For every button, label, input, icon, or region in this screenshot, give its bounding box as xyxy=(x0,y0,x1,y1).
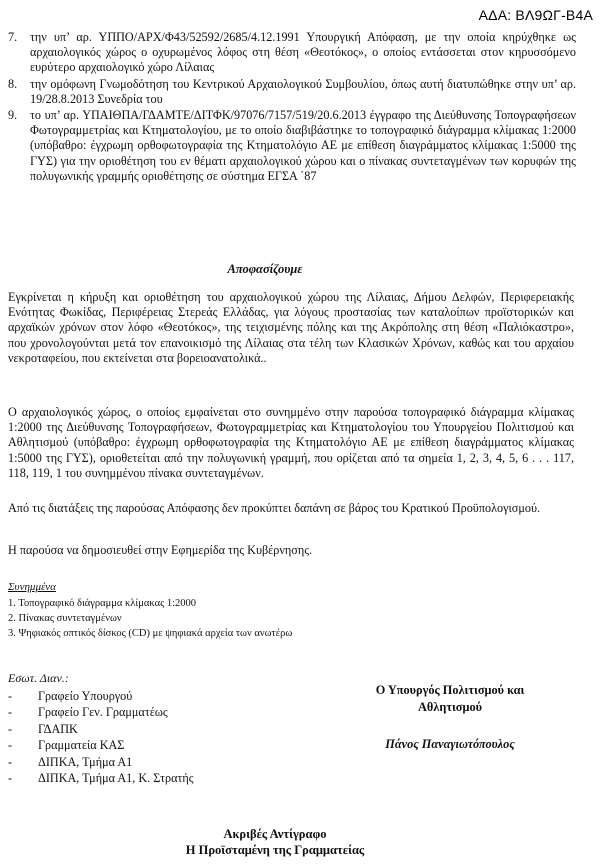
distribution-item xyxy=(8,754,194,770)
distribution-label: Γραφείο Υπουργού xyxy=(38,689,133,703)
distribution-label: ΔΙΠΚΑ, Τμήμα Α1 xyxy=(38,754,133,769)
item-text: την ομόφωνη Γνωμοδότηση του Κεντρικού Αρχαιολογικού Συμβουλίου, όπως αυτή διατυπώθηκε στην υπ’ αρ. 19/28.8.2013 Συνεδρία του xyxy=(30,76,576,106)
distribution-label: Γραμματεία ΚΑΣ xyxy=(38,738,125,753)
list-item xyxy=(8,30,576,76)
distribution-label: Γραφείο Γεν. Γραμματέως xyxy=(38,705,168,720)
item-text: την υπ’ αρ. ΥΠΠΟ/ΑΡΧ/Φ43/52592/2685/4.12.1991 Υπουργική Απόφαση, με την οποία κηρύχθηκε ως αρχαιολογικός χώρος ο οχυρωμένος λόφος στη θέση «Θεοτόκος», ο οποίος εντάσσεται στον κηρυσσόμενο ευρύτερο αρχαιολογικό χώρο Λίλαιας xyxy=(30,30,576,75)
certified-copy-line1: Ακριβές Αντίγραφο xyxy=(223,827,327,841)
signatory-name: Πάνος Παναγιωτόπουλος xyxy=(385,737,515,751)
signatory-title-line2: Αθλητισμού xyxy=(418,700,482,714)
distribution-title: Εσωτ. Διαν.: xyxy=(8,671,69,685)
signatory-title-line1: Ο Υπουργός Πολιτισμού και xyxy=(375,683,525,697)
paragraph-approval: Εγκρίνεται η κήρυξη και οριοθέτηση του αρχαιολογικού χώρου της Λίλαιας, Δήμου Δελφών, Περιφερειακής Ενότητας Φωκίδας, Περιφέρειας Στερεάς Ελλάδας, για λόγους προστασίας των καταλοίπων προϊστορικών και αρχαϊκών χρόνων στον λόφο «Θεοτόκος», της τειχισμένης πόλης και της Ακρόπολης στη θέση «Παλιόκαστρο», που χρονολογούνται μετά τον επανοικισμό της Λίλαιας στα τέλη των Κλασικών Χρόνων, καθώς και του αρχαίου νεκροταφείου, που εκτείνεται στα βορειοανατολικά.. xyxy=(8,290,574,365)
distribution-label: ΔΙΠΚΑ, Τμήμα Α1, Κ. Στρατής xyxy=(38,771,194,786)
list-item xyxy=(8,108,576,184)
attachments-list xyxy=(8,596,292,641)
bullet-dash: - xyxy=(8,771,13,786)
item-number: 7. xyxy=(8,30,18,44)
paragraph-boundary: Ο αρχαιολογικός χώρος, ο οποίος εμφαίνεται στο συνημμένο στην παρούσα τοπογραφικό διάγραμμα κλίμακας 1:2000 της Διεύθυνσης Τοπογραφήσεων, Φωτογραμμετρίας και Κτηματολογίου του Υπουργείου Πολιτισμού και Αθλητισμού (υπόβαθρο: έγχρωμη ορθοφωτογραφία της Κτηματολόγιο ΑΕ με επίθεση διαγράμματος κλίμακας 1:5000 της ΓΥΣ), οριοθετείται από την πολυγωνική γραμμή, που ορίζεται από τα σημεία 1, 2, 3, 4, 5, 6 . . . 117, 118, 119, 1 του συνημμένου πίνακα συντεταγμένων. xyxy=(8,405,574,480)
distribution-item xyxy=(8,704,194,720)
item-number: 8. xyxy=(8,76,18,91)
distribution-label: ΓΔΑΠΚ xyxy=(38,721,78,736)
ada-code: ΑΔΑ: ΒΛ9ΩΓ-Β4Α xyxy=(478,7,593,23)
signatory-title xyxy=(350,682,550,716)
item-text: το υπ’ αρ. ΥΠΑΙΘΠΑ/ΓΔΑΜΤΕ/ΔΙΤΦΚ/97076/7157/519/20.6.2013 έγγραφο της Διεύθυνσης Τοπογραφήσεων Φωτογραμμετρίας και Κτηματολογίου, με το οποίο διαβιβάστηκε το τοπογραφικό διάγραμμα κλίμακας 1:2000 (υπόβαθρο: έγχρωμη ορθοφωτογραφία της Κτηματολόγιο ΑΕ με επίθεση διαγράμματος κλίμακας 1:5000 της ΓΥΣ) για την οριοθέτηση του εν θέματι αρχαιολογικού χώρου και ο πίνακας συντεταγμένων των κορυφών της πολυγωνικής γραμμής οριοθέτησης σε σύστημα ΕΓΣΑ ΄87 xyxy=(30,108,576,183)
distribution-item xyxy=(8,770,194,786)
attachment-item: 2. Πίνακας συντεταγμένων xyxy=(8,613,122,624)
paragraph-publication: Η παρούσα να δημοσιευθεί στην Εφημερίδα της Κυβέρνησης. xyxy=(8,543,313,557)
attachment-item: 1. Τοπογραφικό διάγραμμα κλίμακας 1:2000 xyxy=(8,598,197,609)
certified-copy xyxy=(0,826,550,858)
bullet-dash: - xyxy=(8,721,13,736)
bullet-dash: - xyxy=(8,738,13,753)
distribution-list xyxy=(8,688,194,786)
list-item xyxy=(8,77,576,107)
decision-heading: Αποφασίζουμε xyxy=(227,262,303,276)
distribution-item xyxy=(8,688,194,704)
bullet-dash: - xyxy=(8,705,13,720)
distribution-item xyxy=(8,721,194,737)
attachments-title: Συνημμένα xyxy=(8,581,56,593)
paragraph-expense: Από τις διατάξεις της παρούσας Απόφασης δεν προκύπτει δαπάνη σε βάρος του Κρατικού Προϋπολογισμού. xyxy=(8,501,541,515)
considerations-list xyxy=(8,30,576,185)
certified-copy-line2: Η Προϊσταμένη της Γραμματείας xyxy=(185,843,365,857)
item-number: 9. xyxy=(8,108,18,123)
bullet-dash: - xyxy=(8,689,13,703)
bullet-dash: - xyxy=(8,754,13,769)
distribution-item xyxy=(8,737,194,753)
attachment-item: 3. Ψηφιακός οπτικός δίσκος (CD) με ψηφιακά αρχεία των ανωτέρω xyxy=(8,628,293,639)
